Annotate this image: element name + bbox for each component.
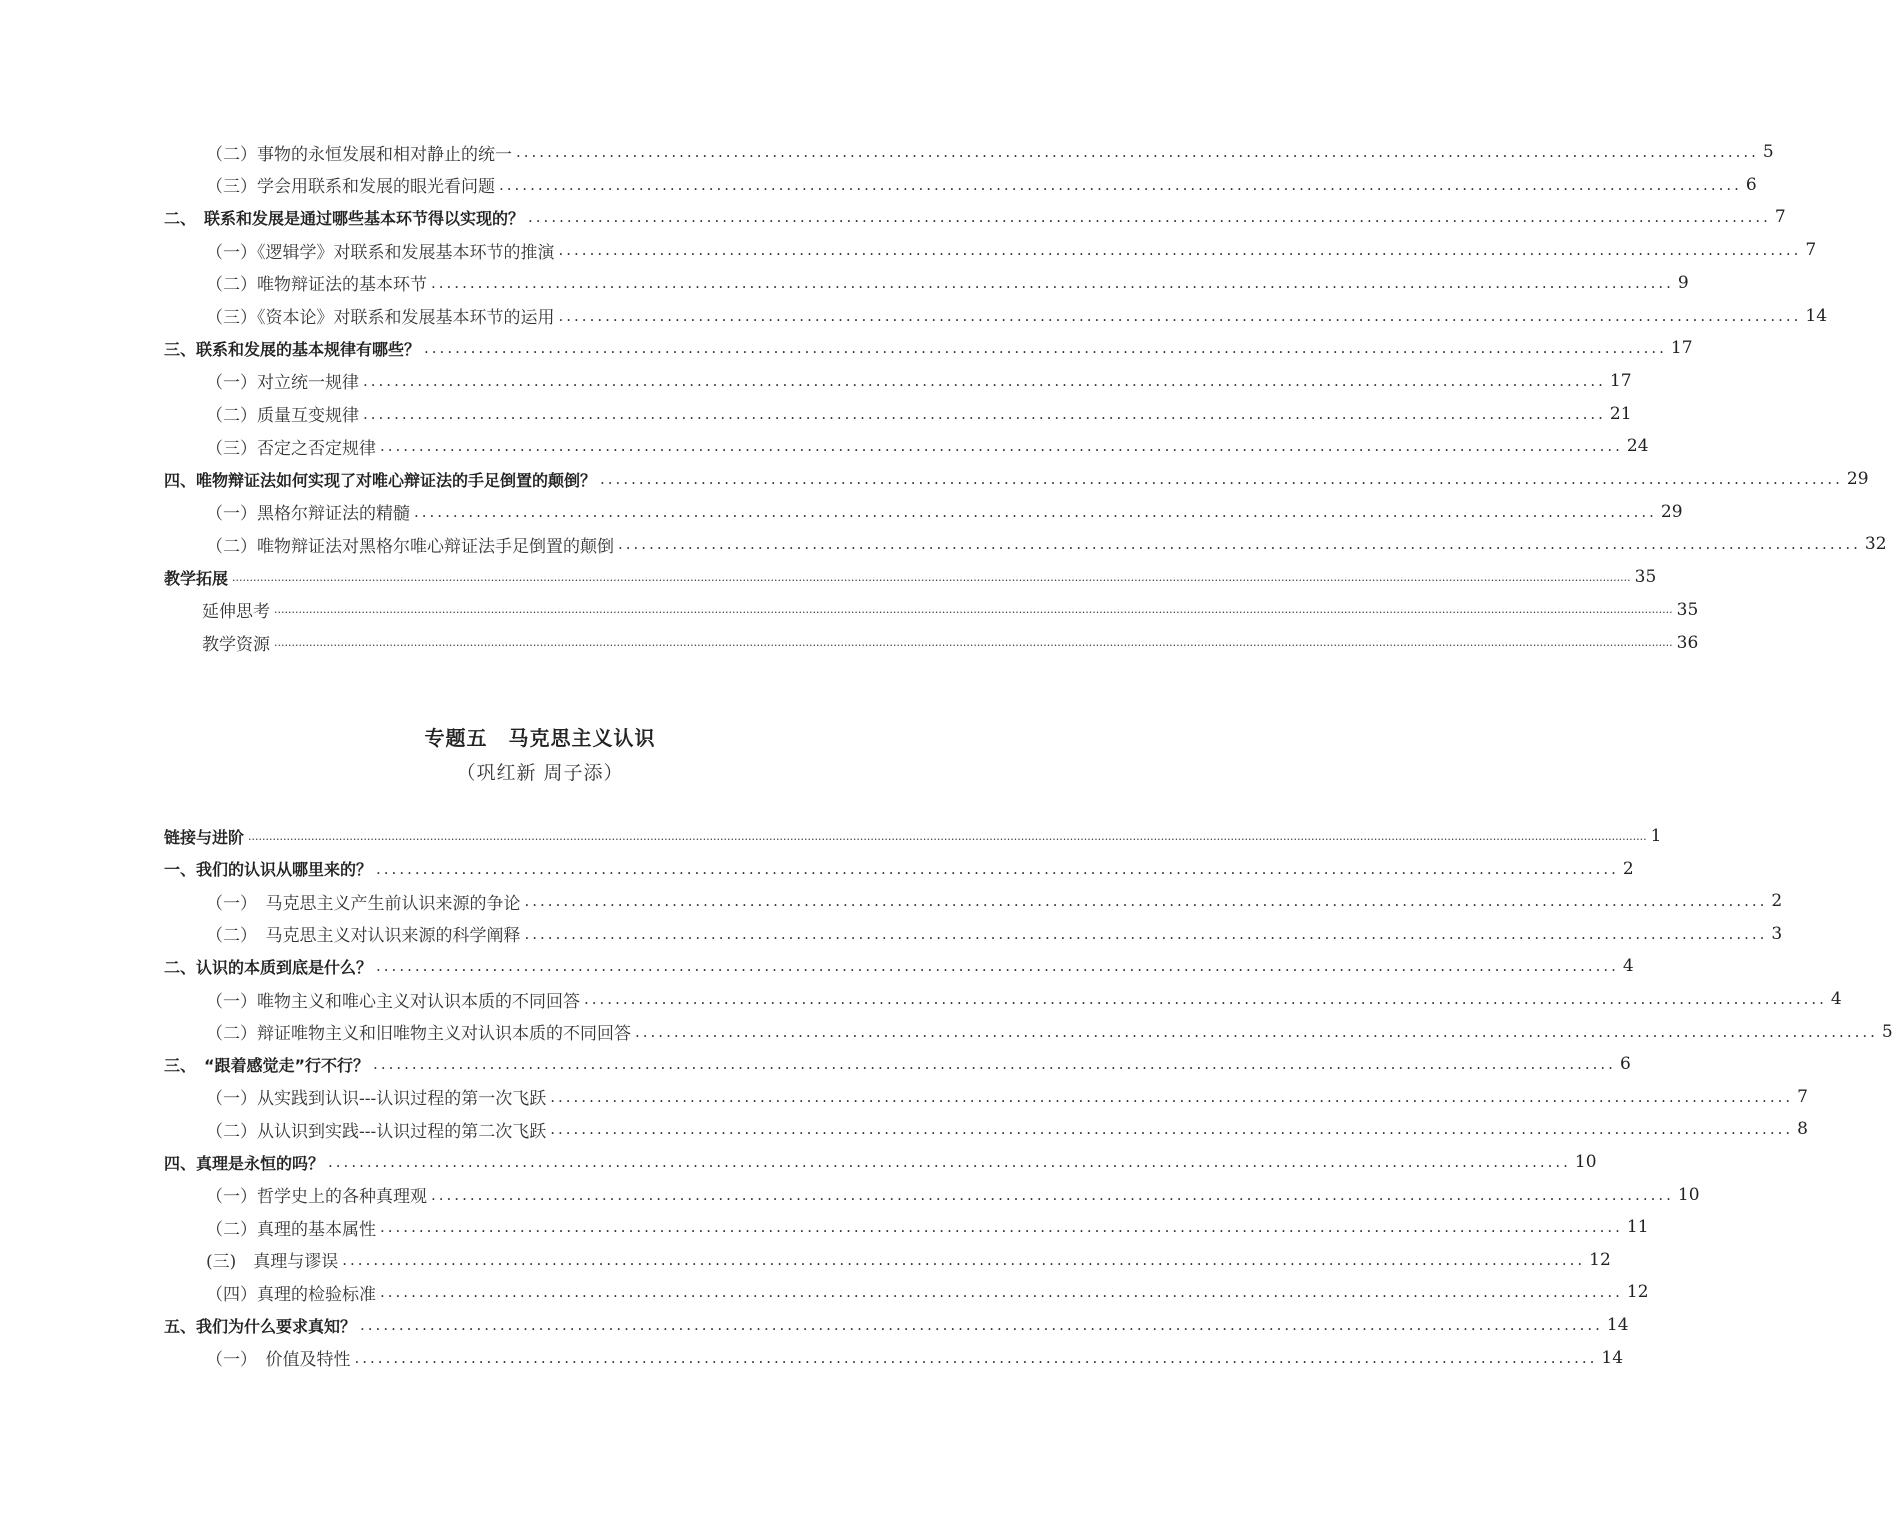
toc-entry[interactable] [0, 1115, 1808, 1143]
toc-entry-page: 3 [1771, 923, 1783, 944]
toc-entry[interactable] [0, 920, 1783, 948]
toc-entry-page: 24 [1626, 436, 1649, 457]
toc-leader-dots: ................................................................................................................................................................ [363, 371, 1606, 390]
toc-leader-dots: ................................................................................................................................................................ [516, 143, 1759, 161]
section-authors: （巩红新 周子添） [456, 762, 624, 784]
toc-entry[interactable] [0, 171, 1757, 199]
toc-entry-label: (三) 真理与谬误 [206, 1252, 339, 1273]
toc-entry-label: （四）真理的检验标准 [206, 1284, 376, 1305]
toc-entry[interactable] [0, 334, 1693, 362]
toc-entry[interactable] [0, 855, 1634, 883]
toc-leader-dots: ................................................................................................................................................................ [431, 1185, 1674, 1204]
toc-entry-page: 14 [1601, 1347, 1624, 1368]
toc-entry[interactable] [0, 400, 1632, 428]
toc-entry-label: 二、认识的本质到底是什么？ [164, 957, 373, 977]
toc-leader-dots: ................................................................................................................................................................ [424, 339, 1667, 358]
toc-leader-dots: ................................................................................................................................................................ [380, 1218, 1623, 1237]
toc-entry[interactable] [0, 530, 1887, 558]
toc-entry-label: （一）对立统一规律 [206, 373, 359, 394]
section-title: 专题五 马克思主义认识 [424, 726, 656, 750]
toc-entry-page: 14 [1805, 305, 1828, 326]
toc-entry-label: （二） 马克思主义对认识来源的科学阐释 [206, 926, 521, 947]
toc-leader-dots: ................................................................................................................................................................ [600, 470, 1843, 488]
toc-entry-page: 9 [1677, 272, 1689, 293]
toc-entry-page: 4 [1622, 956, 1634, 977]
toc-entry[interactable] [0, 1050, 1631, 1078]
toc-entry[interactable] [0, 985, 1842, 1013]
toc-entry-label: （二）事物的永恒发展和相对静止的统一 [206, 144, 512, 165]
toc-entry-label: （一）哲学史上的各种真理观 [206, 1187, 427, 1208]
toc-entry[interactable] [0, 367, 1632, 395]
toc-leader-dots: ................................................................................................................................................................ [499, 175, 1742, 194]
toc-entry-page: 36 [1676, 632, 1699, 653]
toc-entry[interactable] [0, 269, 1689, 297]
toc-entry-page: 21 [1609, 403, 1632, 424]
toc-entry[interactable] [0, 1246, 1611, 1274]
toc-entry-page: 7 [1805, 240, 1817, 261]
toc-leader-dots: ................................................................................................................................................................ [524, 892, 1768, 911]
toc-entry[interactable] [0, 1018, 1893, 1046]
toc-entry[interactable] [0, 302, 1828, 330]
toc-leader-dots: ................................................................................................................................................................ [380, 1283, 1623, 1302]
toc-entry-page: 11 [1626, 1217, 1649, 1238]
toc-entry-page: 14 [1606, 1315, 1629, 1335]
toc-entry[interactable] [0, 203, 1786, 231]
toc-leader-dots: ................................................................................................................................................................ [360, 1316, 1603, 1334]
toc-entry-page: 5 [1881, 1021, 1893, 1042]
toc-entry[interactable] [0, 1311, 1629, 1339]
toc-entry-page: 2 [1771, 891, 1783, 912]
toc-entry[interactable] [0, 887, 1783, 915]
toc-entry[interactable] [0, 1148, 1597, 1176]
toc-entry-label: （二）唯物辩证法的基本环节 [206, 275, 427, 296]
toc-entry[interactable] [0, 1083, 1808, 1111]
toc-leader-dots: ................................................................................................................................................................ [550, 1087, 1794, 1106]
toc-entry[interactable] [0, 432, 1649, 460]
toc-leader-dots: ................................................................................................................................................................ [431, 273, 1674, 292]
toc-entry-label: （二）辩证唯物主义和旧唯物主义对认识本质的不同回答 [206, 1024, 631, 1045]
toc-leader-dots: ................................................................................................................................................................................................................................................................................................................................................................................................................ [274, 603, 1673, 617]
toc-entry[interactable] [0, 822, 1662, 850]
toc-entry-label: （一）黑格尔辩证法的精髓 [206, 504, 410, 525]
toc-entry-label: 一、我们的认识从哪里来的？ [164, 860, 373, 880]
toc-leader-dots: ................................................................................................................................................................ [414, 502, 1657, 521]
toc-entry[interactable] [0, 1181, 1700, 1209]
toc-entry-label: （一） 马克思主义产生前认识来源的争论 [206, 893, 521, 914]
toc-entry-label: 教学拓展 [164, 568, 229, 588]
toc-entry-label: （三）《资本论》对联系和发展基本环节的运用 [206, 308, 555, 328]
toc-entry-page: 6 [1745, 174, 1757, 195]
toc-entry-label: （二）真理的基本属性 [206, 1219, 376, 1240]
toc-entry-label: 五、我们为什么要求真知？ [164, 1316, 357, 1336]
toc-entry-label: 三、 “跟着感觉走”行不行？ [164, 1055, 370, 1075]
toc-entry-page: 32 [1864, 534, 1887, 555]
toc-entry-page: 10 [1677, 1184, 1700, 1205]
toc-entry[interactable] [0, 236, 1817, 264]
toc-entry[interactable] [0, 952, 1634, 980]
toc-entry[interactable] [0, 1278, 1649, 1306]
toc-entry[interactable] [0, 465, 1869, 493]
toc-entry-label: 三、联系和发展的基本规律有哪些？ [164, 339, 421, 359]
toc-entry-page: 1 [1650, 826, 1662, 846]
toc-leader-dots: ................................................................................................................................................................ [550, 1120, 1794, 1139]
toc-entry-page: 2 [1622, 858, 1634, 879]
toc-entry-page: 29 [1660, 501, 1683, 522]
toc-entry-label: 二、 联系和发展是通过哪些基本环节得以实现的？ [164, 208, 525, 228]
toc-entry-page: 29 [1846, 469, 1869, 489]
toc-entry-page: 4 [1830, 989, 1842, 1009]
toc-leader-dots: ................................................................................................................................................................ [328, 1153, 1571, 1171]
toc-leader-dots: ................................................................................................................................................................ [363, 404, 1606, 423]
toc-entry-label: 延伸思考 [202, 602, 270, 623]
toc-entry-label: （一）从实践到认识---认识过程的第一次飞跃 [206, 1089, 547, 1110]
toc-entry-label: （二）质量互变规律 [206, 406, 359, 427]
toc-entry[interactable] [0, 1213, 1649, 1241]
toc-leader-dots: ................................................................................................................................................................ [342, 1250, 1586, 1269]
toc-entry-label: （二）从认识到实践---认识过程的第二次飞跃 [206, 1121, 547, 1142]
toc-entry-label: 链接与进阶 [164, 827, 245, 847]
toc-leader-dots: ................................................................................................................................................................................................................................................................................................................................................................................................................ [232, 570, 1631, 584]
toc-entry-label: （一）《逻辑学》对联系和发展基本环节的推演 [206, 242, 555, 263]
toc-leader-dots: ................................................................................................................................................................ [558, 306, 1802, 325]
toc-entry-page: 17 [1609, 370, 1632, 391]
toc-entry-page: 35 [1634, 567, 1657, 588]
toc-leader-dots: ................................................................................................................................................................ [635, 1022, 1878, 1041]
toc-leader-dots: ................................................................................................................................................................ [618, 535, 1861, 554]
toc-leader-dots: ................................................................................................................................................................ [373, 1055, 1616, 1074]
toc-entry[interactable] [0, 138, 1774, 166]
toc-entry[interactable] [0, 596, 1699, 624]
toc-leader-dots: ................................................................................................................................................................ [584, 990, 1827, 1008]
toc-entry-label: （二）唯物辩证法对黑格尔唯心辩证法手足倒置的颠倒 [206, 536, 614, 557]
toc-entry-page: 12 [1589, 1249, 1611, 1270]
toc-entry-label: （三）学会用联系和发展的眼光看问题 [206, 177, 495, 198]
toc-entry-page: 7 [1774, 207, 1786, 228]
toc-entry-page: 10 [1574, 1152, 1597, 1172]
toc-leader-dots: ................................................................................................................................................................ [354, 1348, 1598, 1367]
toc-entry-page: 17 [1670, 338, 1693, 359]
toc-entry-page: 7 [1797, 1086, 1808, 1107]
toc-entry-page: 6 [1619, 1054, 1631, 1075]
toc-entry[interactable] [0, 563, 1657, 591]
toc-entry-page: 35 [1676, 599, 1699, 620]
toc-leader-dots: ................................................................................................................................................................ [528, 208, 1771, 227]
toc-leader-dots: ................................................................................................................................................................ [380, 437, 1623, 456]
toc-leader-dots: ................................................................................................................................................................ [558, 241, 1802, 260]
toc-entry[interactable] [0, 1344, 1624, 1372]
toc-entry-label: 教学资源 [202, 635, 270, 655]
toc-entry-label: （一）唯物主义和唯心主义对认识本质的不同回答 [206, 991, 580, 1012]
toc-entry-label: （一） 价值及特性 [206, 1350, 351, 1371]
toc-entry-label: 四、唯物辩证法如何实现了对唯心辩证法的手足倒置的颠倒？ [164, 470, 597, 490]
toc-leader-dots: ................................................................................................................................................................ [376, 957, 1619, 976]
toc-entry-label: 四、真理是永恒的吗？ [164, 1153, 325, 1173]
toc-leader-dots: ................................................................................................................................................................................................................................................................................................................................................................................................................ [274, 636, 1673, 649]
toc-entry-page: 12 [1626, 1282, 1649, 1303]
toc-leader-dots: ................................................................................................................................................................ [524, 924, 1768, 943]
toc-entry-page: 8 [1797, 1119, 1808, 1140]
toc-leader-dots: ................................................................................................................................................................................................................................................................................................................................................................................................................ [248, 829, 1647, 843]
toc-entry[interactable] [0, 629, 1699, 657]
toc-leader-dots: ................................................................................................................................................................ [376, 859, 1619, 878]
toc-entry-label: （三）否定之否定规律 [206, 438, 376, 459]
toc-entry-page: 5 [1762, 142, 1774, 162]
toc-entry[interactable] [0, 498, 1683, 526]
